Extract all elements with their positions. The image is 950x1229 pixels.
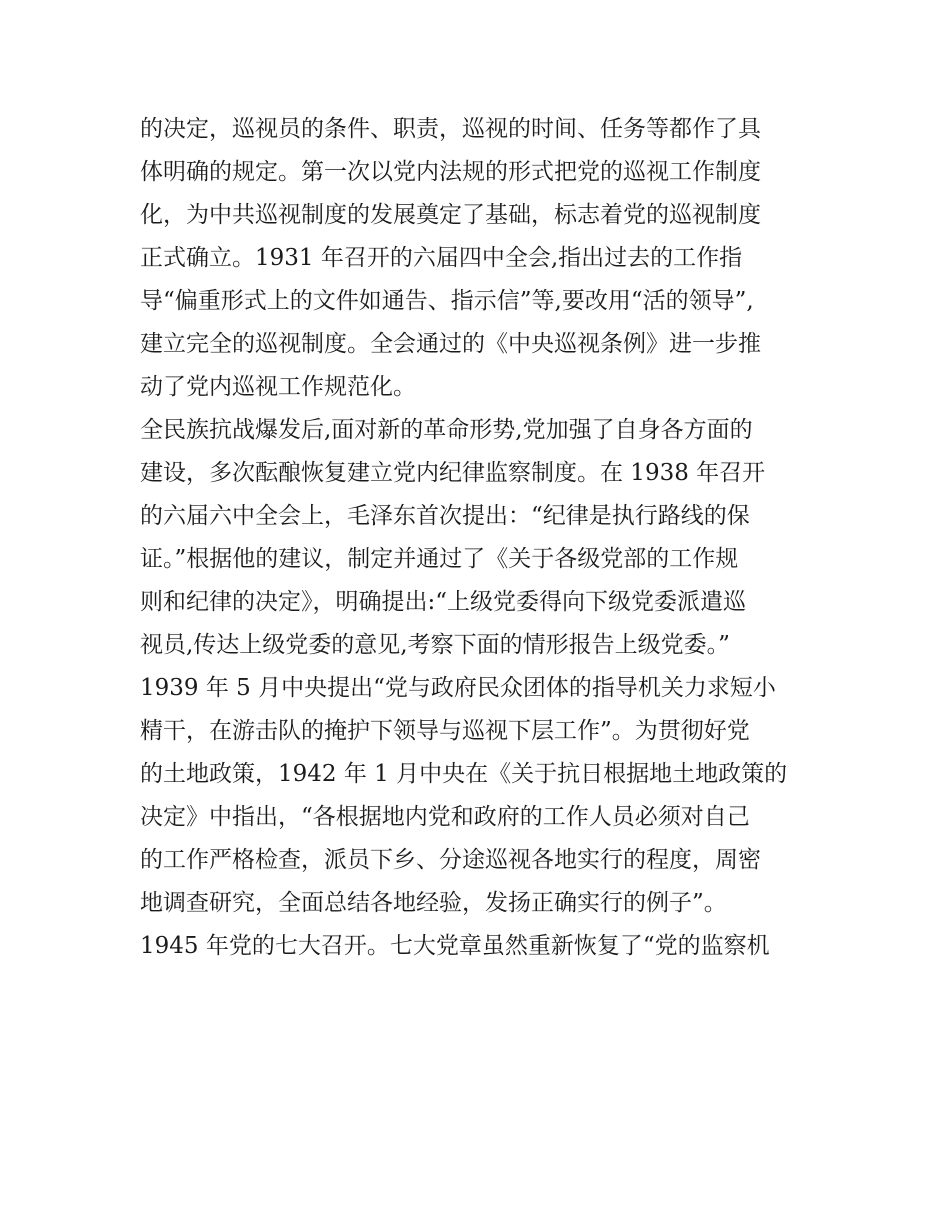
text-line: 正式确立。1931 年召开的六届四中全会,指出过去的工作指: [140, 245, 743, 271]
text-line: 的六届六中全会上，毛泽东首次提出：“纪律是执行路线的保: [140, 503, 750, 529]
text-line: 建设，多次酝酿恢复建立党内纪律监察制度。在 1938 年召开: [140, 460, 766, 486]
text-line: 动了党内巡视工作规范化。: [140, 374, 416, 400]
text-line: 1945 年党的七大召开。七大党章虽然重新恢复了“党的监察机: [140, 933, 770, 959]
text-line: 全民族抗战爆发后,面对新的革命形势,党加强了自身各方面的: [140, 417, 753, 443]
text-line: 1939 年 5 月中央提出“党与政府民众团体的指导机关力求短小: [140, 675, 776, 701]
text-line: 的决定，巡视员的条件、职责，巡视的时间、任务等都作了具: [140, 116, 761, 142]
text-line: 建立完全的巡视制度。全会通过的《中央巡视条例》进一步推: [140, 331, 761, 357]
body-text: [140, 108, 820, 968]
text-line: 视员,传达上级党委的意见,考察下面的情形报告上级党委。”: [140, 632, 730, 658]
text-line: 则和纪律的决定》，明确提出:“上级党委得向下级党委派遣巡: [140, 589, 747, 615]
text-line: 精干，在游击队的掩护下领导与巡视下层工作”。为贯彻好党: [140, 718, 750, 744]
text-line: 的工作严格检查，派员下乡、分途巡视各地实行的程度，周密: [140, 847, 761, 873]
text-line: 证。”根据他的建议，制定并通过了《关于各级党部的工作规: [140, 546, 739, 572]
text-line: 导“偏重形式上的文件如通告、指示信”等,要改用“活的领导”,: [140, 288, 754, 314]
text-line: 体明确的规定。第一次以党内法规的形式把党的巡视工作制度: [140, 159, 761, 185]
text-line: 决定》中指出，“各根据地内党和政府的工作人员必须对自己: [140, 804, 750, 830]
text-line: 地调查研究，全面总结各地经验，发扬正确实行的例子”。: [140, 890, 727, 916]
text-line: 化，为中共巡视制度的发展奠定了基础，标志着党的巡视制度: [140, 202, 761, 228]
text-line: 的土地政策，1942 年 1 月中央在《关于抗日根据地土地政策的: [140, 761, 788, 787]
